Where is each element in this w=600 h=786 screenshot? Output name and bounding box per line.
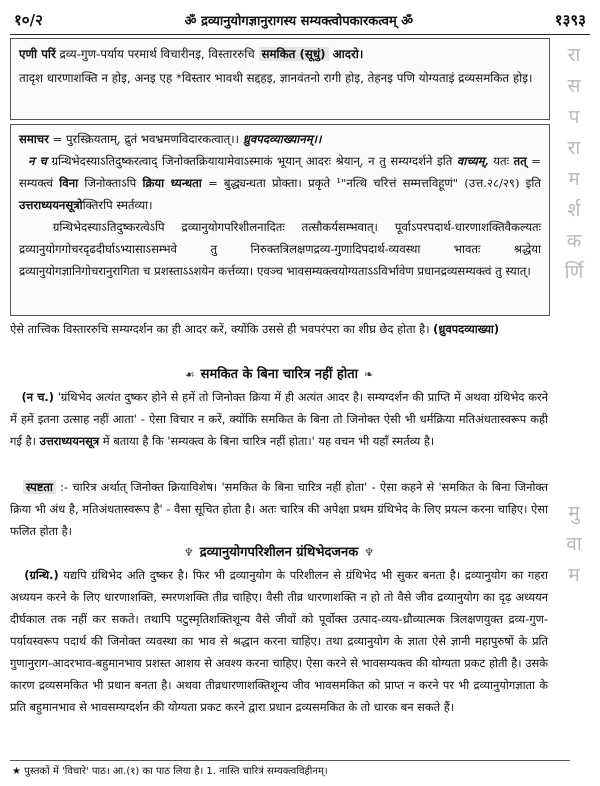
commentary-para-3: ग्रन्थिभेदस्याऽतिदुष्करत्वेऽपि द्रव्यानुयोगपरिशीलनादितः तत्सौकर्यसम्भवात्। पूर्वाऽपरपदार्थ-धारणाशक्तिवैकल्यतः द्रव्यानुयोगगोचरदृढदीर्घाऽभ्यासाऽसम्भवे तु निरुक्तत्रिलक्षणद्रव्य-गुणादिपदार्थ-व्यवस्था भावतः श्रद्धेया द्रव्यानुयोगज्ञानिगोचरानुरागिता च प्रशस्ताऽऽशयेन कर्त्तव्या। एवञ्च भावसम्यक्त्वयोग्यताऽऽविर्भावेण प्रधानद्रव्यसम्यक्त्वं तु स्यात्। xyxy=(19,220,542,278)
verse-gloss: तादृश धारणाशक्ति न होइ, अनइ एह *विस्तार भावथी सद्दहइ, ज्ञानवंतनो रागी होइ, तेहनइ पणि योग्यताइं द्रव्यसमकित होइ। xyxy=(19,71,533,85)
side-char: म xyxy=(568,564,580,586)
page-number-right: १३९३ xyxy=(554,11,586,29)
side-char: क xyxy=(566,230,582,252)
commentary-para-1: समाचर = पुरस्क्रियताम्, द्रुतं भवभ्रमणविदारकत्वात्।। ध्रुवपदव्याख्यानम्।। xyxy=(19,132,322,146)
footnote-rule xyxy=(10,760,570,761)
highlight-term: समकित (सूधुं) xyxy=(259,47,329,61)
side-margin-bottom xyxy=(556,498,592,591)
section-heading-2: ♆ द्रव्यानुयोगपरिशीलन ग्रंथिभेदजनक ♆ xyxy=(10,542,548,560)
paragraph-clarification: स्पष्टता :- चारित्र अर्थात् जिनोक्त क्रियाविशेष। 'समकित के बिना चारित्र नहीं होता' - ऐसा कहने से 'समकित के बिना जिनोक्त क्रिया भी अंध है, मतिअंधतास्वरूप है' - वैसा सूचित होता है। अतः चारित्र की अपेक्षा प्रथम ग्रंथिभेद के लिए प्रयत्न करना चाहिए। ऐसा फलित होता है। xyxy=(10,480,548,538)
running-title: ॐ द्रव्यानुयोगज्ञानुरागस्य सम्यक्त्वोपकारकत्वम् ॐ xyxy=(184,14,414,29)
ornament-right-icon: ❧ xyxy=(363,368,374,381)
paragraph-granthi: (ग्रन्थि.) यद्यपि ग्रंथिभेद अति दुष्कर है। फिर भी द्रव्यानुयोग के परिशीलन से ग्रंथिभेद भी सुकर बनता है। द्रव्यानुयोग का गहरा अध्ययन करने के लिए धारणाशक्ति, स्मरणशक्ति तीव्र चाहिए। वैसी तीव्र धारणाशक्ति न हो तो वैसे जीव द्रव्यानुयोग का दृढ़ अध्ययन दीर्घकाल तक नहीं कर सकते। तथापि पटुस्मृतिशक्तिशून्य वैसे जीवों को पूर्वोक्त उत्पाद-व्यय-ध्रौव्यात्मक त्रिलक्षणयुक्त द्रव्य-गुण-पर्यायस्वरूप पदार्थ की जिनोक्त व्यवस्था का भाव से श्रद्धान करना चाहिए। तथा द्रव्यानुयोग के ज्ञाता ऐसे ज्ञानी महापुरुषों के प्रति गुणानुराग-आदरभाव-बहुमानभाव प्रशस्त आशय से अवश्य करना चाहिए। ऐसा करने से भावसम्यक्त्व की योग्यता प्रकट होती है। उसके कारण द्रव्यसमकित भी प्रधान बनता है। अथवा तीव्रधारणाशक्तिशून्य जीव भावसमकित को प्राप्त न करने पर भी द्रव्यानुयोगज्ञाता के प्रति बहुमानभाव से भावसम्यग्दर्शन की योग्यता प्रकट करने द्वारा प्रधान द्रव्यसमकित के तो धारक बन सकते हैं। xyxy=(10,568,548,714)
side-char: र्श xyxy=(567,199,581,221)
side-char: म xyxy=(568,168,580,190)
highlight-term: स्पष्टता xyxy=(23,480,56,494)
footnote: ★ पुस्तकों में 'विचारे' पाठ। आ.(१) का पाठ लिया है। 1. नास्ति चारित्रं सम्यक्त्वविहीनम्। xyxy=(12,766,328,777)
side-char: प xyxy=(568,106,580,128)
paragraph-na-ca: (न च.) 'ग्रंथिभेद अत्यंत दुष्कर होने से हमें तो जिनोक्त क्रिया में ही अत्यंत आदर है। सम्यग्दर्शन की प्राप्ति में अथवा ग्रंथिभेद करने में हमें इतना उत्साह नहीं आता' - ऐसा विचार न करें, क्योंकि समकित के बिना तो जिनोक्त ऐसी भी धर्मक्रिया मतिअंधतास्वरूप कही गई है। उत्तराध्ययनसूत्र में बताया है कि 'सम्यक्त्व के बिना चारित्र नहीं होता।' यह वचन भी यहाँ स्मर्तव्य है। xyxy=(10,390,548,448)
side-char: मु xyxy=(568,502,580,524)
ornament-left-icon: ♆ xyxy=(183,546,194,559)
side-margin-top xyxy=(556,40,592,288)
side-char: रा xyxy=(567,137,581,159)
sanskrit-commentary-box xyxy=(10,124,550,316)
running-header xyxy=(14,8,586,32)
side-char: स xyxy=(567,75,581,97)
side-char: रा xyxy=(567,44,581,66)
page-number-left: १०/२ xyxy=(14,11,43,29)
side-char: वा xyxy=(566,533,582,555)
ornament-left-icon: ☙ xyxy=(184,368,195,381)
intro-paragraph: ऐसे तात्त्विक विस्ताररुचि सम्यग्दर्शन का ही आदर करें, क्योंकि उससे ही भवपरंपरा का शीघ्र छेद होता है। (ध्रुवपदव्याख्या) xyxy=(10,322,500,336)
verse-box xyxy=(10,38,550,120)
header-rule xyxy=(10,34,590,35)
section-heading-1: ☙ समकित के बिना चारित्र नहीं होता ❧ xyxy=(10,364,548,382)
side-char: र्णि xyxy=(564,261,584,283)
commentary-para-2: न च ग्रन्थिभेदस्याऽतिदुष्करत्वाद् जिनोक्तक्रियायामेवाऽस्माकं भूयान् आदरः श्रेयान्, न तु सम्यग्दर्शने इति वाच्यम्, यतः तत् = सम्यक्त्वं विना जिनोक्ताऽपि क्रिया ध्यन्धता = बुद्ध्यन्धता प्रोक्ता। प्रकृते ¹"नत्थि चरित्तं सम्मत्तविहूणं" (उत्त.२८/२९) इति उत्तराध्ययनसूत्रोक्तिरपि स्मर्तव्या। xyxy=(19,154,542,212)
ornament-right-icon: ♆ xyxy=(364,546,375,559)
verse-line: एणी परिं द्रव्य-गुण-पर्याय परमार्थ विचारीनइ, विस्ताररुचि समकित (सूधुं) आदरो। xyxy=(19,47,364,61)
